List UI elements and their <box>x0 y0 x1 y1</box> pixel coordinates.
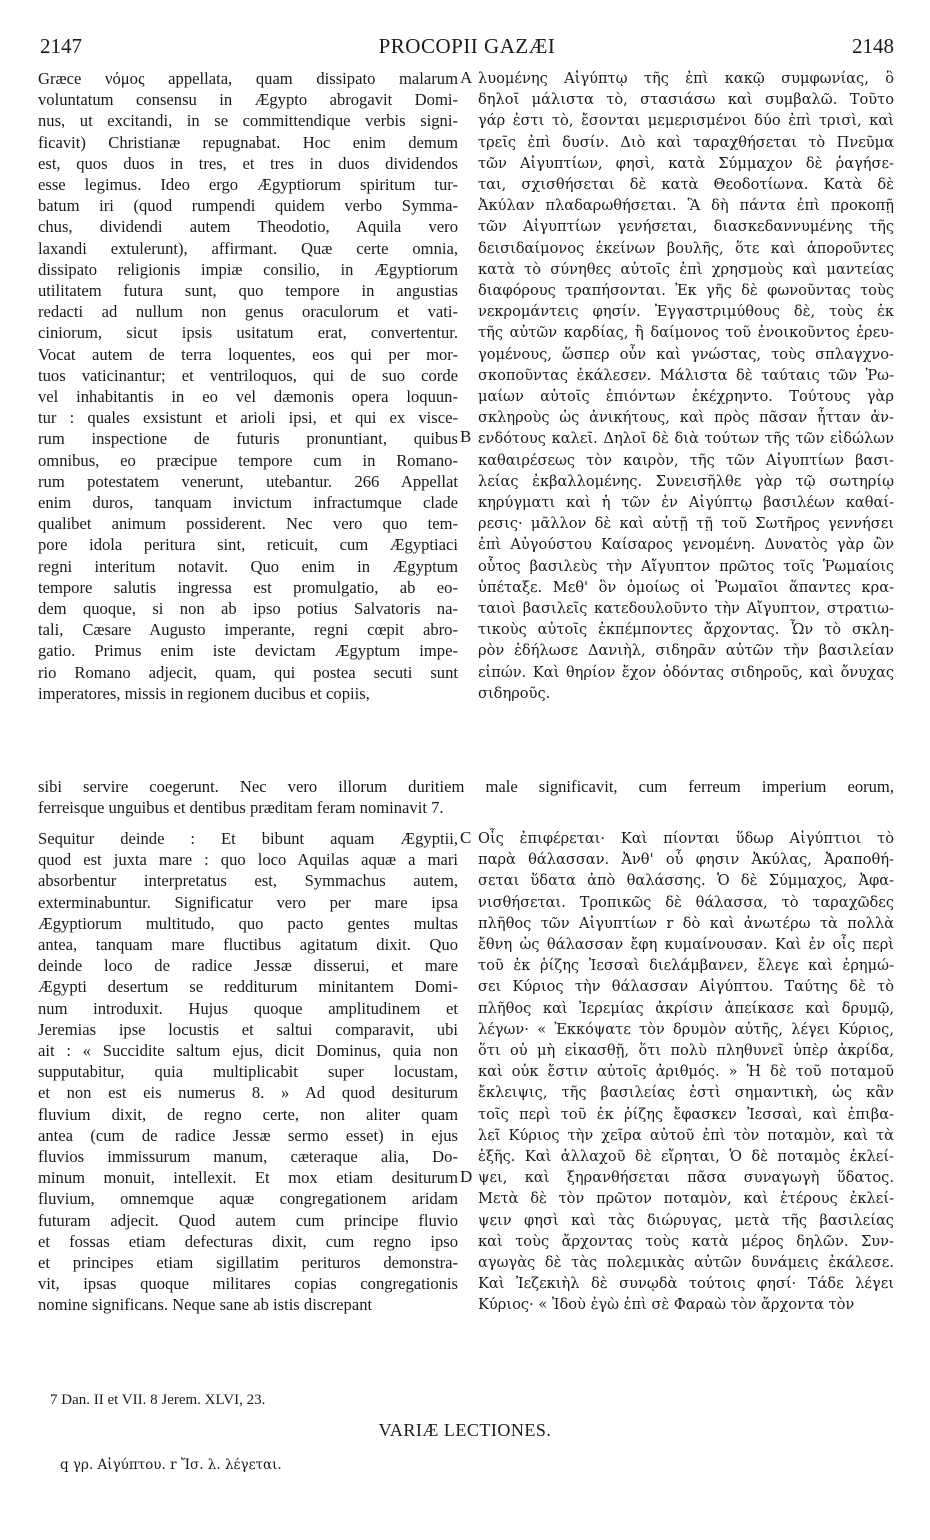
latin-text-line: Ægypti desertum se redditurum minitantem Domi- <box>38 977 458 997</box>
page-header <box>40 34 894 60</box>
greek-text-line: διαφόρους τραπήσονται. Ἐκ γῆς δὲ φωνοῦντας τοὺς <box>478 282 894 300</box>
latin-text-line: pore idola peritura sint, reticuit, cum Ægyptiaci <box>38 535 458 555</box>
latin-text-line: exterminabuntur. Significatur vero per mare ipsa <box>38 892 458 912</box>
footnotes: 7 Dan. II et VII. 8 Jerem. XLVI, 23. <box>50 1392 266 1408</box>
greek-text-line: ταιοὶ βασιλεῖς κατεδουλοῦντο τὴν Αἴγυπτον, στρατιω- <box>478 600 894 618</box>
greek-text-line: λείας ἐκβαλλομένης. Συνεισῆλθε γὰρ τῷ σωτηρίῳ <box>478 472 894 490</box>
greek-text-line: τοῖς περὶ τοῦ ἐκ ῥίζης ἔφασκεν Ἰεσσαὶ, καὶ ἐπιβα- <box>478 1105 894 1123</box>
greek-text-line: τῶν Αἰγυπτίων γενήσεται, διασκεδαννυμένης τῆς <box>478 218 894 236</box>
greek-text-line: τικοὺς αὐτοῖς ἐκπέμποντες ἄρχοντας. Ὧν τὸ σκλη- <box>478 621 894 639</box>
greek-text-line: γάρ ἐστι τὸ, ἔσονται μεμερισμένοι δύο ἐπὶ τρισὶ, καὶ <box>478 112 894 130</box>
full-width-text-line: sibi servire coegerunt. Nec vero illorum duritiem male significavit, cum ferreum imperium eorum, <box>38 777 894 796</box>
greek-text-line: ἐπὶ Αὐγούστου Καίσαρος γενομένη. Δυνατὸς γὰρ ὢν <box>478 536 894 554</box>
latin-text-line: et fossas etiam defecturas dixit, cum regno ipso <box>38 1231 458 1251</box>
full-width-lines <box>38 776 894 818</box>
greek-text-line: ἔθνη ὡς θάλασσαν ἔφη κυμαίνουσαν. Καὶ ἐν οἷς περὶ <box>478 936 894 954</box>
section-marker-a: A <box>460 68 473 87</box>
latin-text-line: Sequitur deinde : Et bibunt aquam Ægyptii, <box>38 829 458 848</box>
right-page-number: 2148 <box>852 34 894 58</box>
latin-text-line: utilitatem futura sunt, quo tempore in angustias <box>38 281 458 301</box>
variae-lectiones-heading: VARIÆ LECTIONES. <box>378 1420 552 1440</box>
greek-text-line: ψειν φησὶ καὶ τὰς διώρυγας, μετὰ τῆς βασιλείας <box>478 1211 894 1229</box>
latin-text-line: Ægyptiorum multitudo, quo pacto gentes multas <box>38 913 458 933</box>
section-marker-c: C <box>460 828 472 847</box>
greek-text-line: ὅτι οὐ μὴ εἰκασθῇ, ὅτι πολὺ πληθυνεῖ ὑπὲρ ἀκρίδα, <box>478 1042 894 1060</box>
section-marker-b: B <box>460 427 472 446</box>
greek-text-line: ἔκλειψις, τῆς βασιλείας ἐστὶ σημαντικὴ, ὡς κἂν <box>478 1084 894 1102</box>
latin-text-line: Vocat autem de terra loquentes, eos qui per mor- <box>38 344 458 364</box>
latin-text-line: ait : « Succidite saltum ejus, dicit Dominus, quia non <box>38 1041 458 1061</box>
latin-text-line: rum potestatem venerunt, utebantur. 266 Appellat <box>38 471 458 491</box>
latin-text-line: qualibet animum possiderent. Nec vero quo tem- <box>38 514 458 534</box>
section-marker-d: D <box>460 1167 473 1186</box>
greek-text-line: Μετὰ δὲ τὸν πρῶτον ποταμὸν, καὶ ἑτέρους ἐκλεί- <box>478 1190 894 1208</box>
latin-text-line: futuram adjecit. Quod autem cum principe fluvio <box>38 1210 458 1230</box>
latin-text-line: et non est eis numerus 8. » Ad quod desiturum <box>38 1083 458 1103</box>
greek-text-line: κηρύγματι καὶ ἡ τῶν ἐν Αἰγύπτῳ βασιλέων καθαί- <box>478 494 894 512</box>
greek-text-line: σει Κύριος τὴν θάλασσαν Αἰγύπτου. Ταύτης δὲ τὸ <box>478 978 894 996</box>
greek-text-line: οὗτος βασιλεὺς τὴν Αἴγυπτον πρῶτος τοῖς Ῥωμαίοις <box>478 557 894 575</box>
greek-text-line: σκοποῦντας ἐκάλεσεν. Μάλιστα δὲ ταύταις τῶν Ῥω- <box>478 366 894 384</box>
full-width-text-line: ferreisque unguibus et dentibus præditam feram nominavit 7. <box>38 798 444 818</box>
greek-text-line: κατὰ τὸ σύνηθες αὐτοῖς ἐπὶ χρησμοὺς καὶ μαντείας <box>478 260 894 278</box>
latin-text-line: omnibus, eo præcipue tempore cum in Romano- <box>38 450 458 470</box>
greek-text-line: δηλοῖ μάλιστα τὸ, στασιάσω καὶ συμβαλῶ. Τοῦτο <box>478 91 894 109</box>
greek-text-line: εἰπών. Καὶ θηρίον ἔχον ὀδόντας σιδηροῦς, καὶ ὄνυχας <box>478 663 894 681</box>
latin-text-line: redacti ad nullum non genus oraculorum et vati- <box>38 302 458 322</box>
greek-text-line: πλῆθος τῶν Αἰγυπτίων r δὸ καὶ ἀνωτέρω τὰ πολλὰ <box>478 914 894 932</box>
variae-lectiones-notes: q γρ. Αἰγύπτου. r Ἴσ. λ. λέγεται. <box>60 1457 282 1473</box>
latin-text-line: dissipato religionis impiæ consilio, in Ægyptiorum <box>38 259 458 279</box>
greek-text-line: παρὰ θάλασσαν. Ἀνθ' οὗ φησιν Ἀκύλας, Ἀραποθή- <box>478 851 894 869</box>
greek-text-line: πλῆθος καὶ Ἱερεμίας ἀκρίσιν ἀπείκασε καὶ δρυμῷ, <box>478 999 894 1017</box>
latin-text-line: antea, tanquam mare fluctibus agitatum dixit. Quo <box>38 935 458 955</box>
greek-text-line: τρεῖς ἐπὶ δυσίν. Διὸ καὶ ταραχθήσεται τὸ Πνεῦμα <box>478 133 894 151</box>
latin-text-line: laxandi extulerunt), affirmant. Quæ certe omnia, <box>38 238 458 258</box>
latin-text-line: minum monuit, intellexit. Et mox etiam desiturum <box>38 1168 458 1188</box>
latin-text-line: Græce νόμος appellata, quam dissipato malarum <box>38 69 458 88</box>
greek-text-line: τοῦ ἐκ ῥίζης Ἰεσσαὶ διελάμβανεν, ἔλεγε καὶ ἐρημώ- <box>478 957 894 975</box>
greek-text-line: καθαιρέσεως τὸν καιρὸν, τῆς τῶν Αἰγυπτίων βασι- <box>478 451 894 469</box>
latin-text-line: vel inhabitantis in eo vel dæmonis opera loquun- <box>38 387 458 407</box>
greek-text-line: ται, σχισθήσεται δὲ κατὰ Θεοδοτίωνα. Κατὰ δὲ <box>478 176 894 194</box>
latin-text-line: nomine significans. Neque sane ab istis discrepant <box>38 1295 373 1315</box>
latin-text-line: tur : quales exsistunt et arioli ipsi, et qui ex visce- <box>38 408 458 428</box>
latin-text-line: ciniorum, sicut ipsis usitatum erat, convertentur. <box>38 323 458 343</box>
latin-text-line: supputabitur, quia multiplicabit super locustam, <box>38 1062 458 1082</box>
latin-text-line: rum inspectione de futuris pronuntiant, quibus <box>38 429 458 449</box>
latin-text-line: et principes etiam sigillatim perituros demonstra- <box>38 1253 458 1273</box>
greek-text-line: τῆς αὐτῶν καρδίας, ἢ δαίμονος τοῦ ἐνοικοῦντος ἐρευ- <box>478 324 894 342</box>
greek-text-line: σκληροὺς ὡς ἀνικήτους, καὶ πρὸς πᾶσαν ἧτταν ἀν- <box>478 409 894 427</box>
latin-column-bottom <box>38 828 458 1316</box>
latin-text-line: num introduxit. Hujus quoque amplitudinem et <box>38 998 458 1018</box>
greek-text-line: λέγων· « Ἐκκόψατε τὸν δρυμὸν αὐτῆς, λέγει Κύριος, <box>478 1020 894 1038</box>
latin-text-line: voluntatum consensu in Ægypto abrogavit Domi- <box>38 90 458 110</box>
greek-text-line: Ἀκύλαν πλαδαρωθήσεται. Ἃ δὴ πάντα ἐπὶ προκοπῇ <box>478 197 894 215</box>
latin-text-line: esse legimus. Ideo ergo Ægyptiorum spiritum tur- <box>38 175 458 195</box>
latin-text-line: quod est juxta mare : quo loco Aquilas aquæ a mari <box>38 850 458 870</box>
latin-text-line: vit, ipsas quoque militares copias congregationis <box>38 1274 458 1294</box>
latin-text-line: nus, ut excitandi, in se committendique verbis signi- <box>38 111 458 131</box>
latin-text-line: rio Romano adjecit, quam, qui postea secuti sunt <box>38 662 458 682</box>
left-page-number: 2147 <box>40 34 82 58</box>
greek-text-line: δεισιδαίμονος ἐκείνων βουλῆς, ὅτε καὶ ἀποροῦντες <box>478 239 894 257</box>
latin-text-line: tuos vaticinantur; et ventriloquos, qui de suo corde <box>38 365 458 385</box>
greek-text-line: Οἷς ἐπιφέρεται· Καὶ πίονται ὕδωρ Αἰγύπτιοι τὸ <box>478 830 894 847</box>
greek-text-line: ψει, καὶ ξηρανθήσεται πᾶσα συναγωγὴ ὕδατος. <box>478 1169 894 1187</box>
greek-column-top <box>478 68 894 704</box>
greek-text-line: καὶ τοὺς ἄρχοντας τοὺς κατὰ μέρος δηλῶν. Συν- <box>478 1232 894 1250</box>
latin-text-line: tempore salutis ingressa est promulgatio, ab eo- <box>38 577 458 597</box>
greek-text-line: Καὶ Ἰεζεκιὴλ δὲ συνῳδὰ τούτοις φησί· Τάδε λέγει <box>478 1275 894 1293</box>
latin-text-line: batum iri (quod rumpendi quidem verbo Symma- <box>38 196 458 216</box>
latin-text-line: dem quoque, si non ab ipso potius Salvatoris na- <box>38 599 458 619</box>
latin-text-line: chus, dividendi autem Theodotio, Aquila vero <box>38 217 458 237</box>
greek-text-line: νεκρομάντεις φησίν. Ἐγγαστριμύθους δὲ, τοὺς ἐκ <box>478 303 894 321</box>
latin-text-line: fluvium, omnemque aquæ congregationem aridam <box>38 1189 458 1209</box>
latin-text-line: tali, Cæsare Augusto imperante, regni cœpit abro- <box>38 620 458 640</box>
greek-text-line: λυομένης Αἰγύπτῳ τῆς ἐπὶ κακῷ συμφωνίας, ὃ <box>478 70 894 87</box>
greek-text-line: ρεσις· μᾶλλον δὲ καὶ αὐτῇ τῇ τοῦ Σωτῆρος γεννήσει <box>478 515 894 533</box>
latin-text-line: antea (cum de radice Jessæ sermo esset) in ejus <box>38 1125 458 1145</box>
greek-text-line: γομένους, ὥσπερ οὖν καὶ γνώστας, τοὺς σπλαγχνο- <box>478 345 894 363</box>
latin-text-line: gatio. Primus enim iste devictam Ægyptum impe- <box>38 641 458 661</box>
latin-text-line: imperatores, missis in regionem ducibus et copiis, <box>38 683 370 703</box>
running-title: PROCOPII GAZÆI <box>378 34 556 58</box>
greek-text-line: ἑξῆς. Καὶ ἀλλαχοῦ δὲ εἴρηται, Ὁ δὲ ποταμὸς ἐκλεί- <box>478 1148 894 1166</box>
greek-text-line: σιδηροῦς. <box>478 684 551 702</box>
greek-column-bottom <box>478 828 894 1316</box>
greek-text-line: μαίων αὐτοῖς ἐπιόντων ἐκέχρηντο. Τούτους γὰρ <box>478 388 894 406</box>
latin-text-line: ficavit) Christianæ repugnabat. Hoc enim demum <box>38 132 458 152</box>
greek-text-line: ρὸν ἐδήλωσε Δανιὴλ, σιδηρᾶν αὐτῶν τὴν βασιλείαν <box>478 642 894 660</box>
latin-column-top <box>38 68 458 704</box>
latin-text-line: fluvium dixit, de regno certe, non aliter quam <box>38 1104 458 1124</box>
greek-text-line: νισθήσεται. Τροπικῶς δὲ θάλασσα, τὸ ταραχῶδες <box>478 893 894 911</box>
greek-text-line: αγωγὰς δὲ τὰς πολεμικὰς αὐτῶν δυνάμεις ἐκάλεσε. <box>478 1254 894 1272</box>
greek-text-line: ὑπέταξε. Μεθ' ὃν ὁμοίως οἱ Ῥωμαῖοι ἅπαντες κρα- <box>478 578 894 596</box>
latin-text-line: regni interitum notavit. Quo enim in Ægyptum <box>38 556 458 576</box>
latin-text-line: est, quos duos in tres, et tres in duos dividendos <box>38 153 458 173</box>
greek-text-line: τῶν Αἰγυπτίων, φησὶ, κατὰ Σύμμαχον δὲ ῥαγήσε- <box>478 154 894 172</box>
latin-text-line: Jeremias ipse locustis et saltui comparavit, ubi <box>38 1019 458 1039</box>
greek-text-line: λεῖ Κύριος τὴν χεῖρα αὐτοῦ ἐπὶ τὸν ποταμὸν, καὶ τὰ <box>478 1126 894 1144</box>
greek-text-line: καὶ οὐκ ἔστιν αὐτοῖς ἀριθμός. » Ἡ δὲ τοῦ ποταμοῦ <box>478 1063 894 1081</box>
greek-text-line: ενδότους καλεῖ. Δηλοῖ δὲ διὰ τούτων τῆς τῶν εἰδώλων <box>478 430 894 448</box>
latin-text-line: absorbentur interpretatus est, Symmachus autem, <box>38 871 458 891</box>
greek-text-line: Κύριος· « Ἰδοὺ ἐγὼ ἐπὶ σὲ Φαραὼ τὸν ἄρχοντα τὸν <box>478 1296 855 1314</box>
latin-text-line: enim duros, tanquam invictum infractumque clade <box>38 493 458 513</box>
latin-text-line: deinde loco de radice Jessæ disserui, et mare <box>38 956 458 976</box>
greek-text-line: σεται ὕδατα ἀπὸ θαλάσσης. Ὁ δὲ Σύμμαχος, Ἀφα- <box>478 872 894 890</box>
latin-text-line: fluvios immissurum manum, cæteraque alia, Do- <box>38 1147 458 1167</box>
